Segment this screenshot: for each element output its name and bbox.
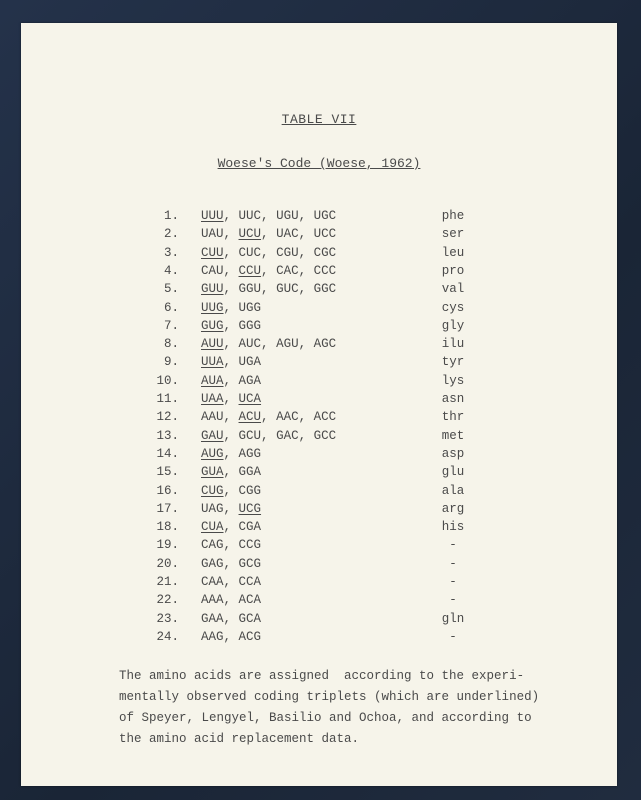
amino-acid: cys	[441, 300, 465, 315]
amino-acid: thr	[441, 410, 465, 425]
table-row	[21, 353, 617, 371]
codon: CGG	[238, 483, 262, 498]
codon: AAA	[201, 593, 224, 608]
amino-acid: -	[449, 538, 457, 553]
row-number: 14.	[156, 446, 179, 461]
amino-acid: his	[441, 520, 465, 535]
codon-underlined: ACU	[238, 410, 262, 425]
codon-list: AUG, AGG	[201, 446, 262, 461]
codon-underlined: UAA	[201, 392, 224, 406]
codon: CAG	[201, 538, 224, 553]
codon: AGU	[276, 337, 299, 352]
table-row	[21, 536, 617, 554]
row-number: 11.	[156, 392, 179, 406]
row-number: 1.	[163, 209, 179, 223]
codon-list: CAU, CCU, CAC, CCC	[201, 263, 337, 278]
amino-acid: gly	[441, 318, 465, 333]
table-row	[21, 317, 617, 335]
table-row	[21, 427, 617, 445]
table-row	[21, 262, 617, 280]
codon: GCC	[313, 428, 337, 443]
amino-acid: -	[449, 629, 457, 644]
codon: GGC	[313, 282, 337, 297]
row-number: 9.	[163, 355, 179, 370]
codon: GUC	[276, 282, 299, 297]
table-row	[21, 573, 617, 591]
codon: CAU	[201, 263, 224, 278]
row-number: 24.	[156, 629, 179, 644]
codon-list: UAU, UCU, UAC, UCC	[201, 227, 337, 242]
codon-list: UAA, UCA	[201, 392, 262, 406]
amino-acid: glu	[441, 465, 465, 480]
footnote-line: mentally observed coding triplets (which are underlined)	[119, 690, 540, 704]
row-number: 4.	[163, 263, 179, 278]
table-row	[21, 299, 617, 317]
codon: CCA	[238, 575, 262, 589]
codon-list: AUU, AUC, AGU, AGC	[201, 337, 337, 352]
codon: AAU	[201, 410, 224, 425]
amino-acid: ala	[441, 483, 465, 498]
footnote-line: of Speyer, Lengyel, Basilio and Ochoa, and according to	[119, 711, 532, 725]
codon: ACC	[313, 410, 337, 425]
codon: ACA	[238, 593, 262, 608]
codon-underlined: UCA	[238, 392, 262, 406]
codon: UAC	[276, 227, 299, 242]
codon-underlined: GUA	[201, 465, 224, 480]
codon-list: UUU, UUC, UGU, UGC	[201, 209, 337, 223]
codon-underlined: CUU	[201, 245, 224, 260]
amino-acid: -	[449, 593, 457, 608]
amino-acid: leu	[441, 245, 465, 260]
codon-list: GUA, GGA	[201, 465, 262, 480]
codon-underlined: GUU	[201, 282, 224, 297]
codon: CCC	[313, 263, 337, 278]
codon: UGC	[313, 209, 337, 223]
amino-acid: phe	[441, 209, 465, 223]
codon: GGG	[238, 318, 262, 333]
codon: CCG	[238, 538, 262, 553]
codon: GCU	[238, 428, 262, 443]
codon-underlined: UCU	[238, 227, 262, 242]
row-number: 23.	[156, 611, 179, 626]
codon-underlined: AUU	[201, 337, 224, 352]
footnote	[119, 666, 559, 750]
row-number: 15.	[156, 465, 179, 480]
table-row	[21, 408, 617, 426]
document-page	[21, 23, 617, 786]
codon: UCC	[313, 227, 337, 242]
row-number: 5.	[163, 282, 179, 297]
codon-underlined: AUG	[201, 446, 224, 461]
amino-acid: asp	[441, 446, 465, 461]
codon: CGC	[313, 245, 337, 260]
table-row	[21, 482, 617, 500]
amino-acid: arg	[441, 501, 465, 516]
codon-list: GAU, GCU, GAC, GCC	[201, 428, 337, 443]
codon-list: CAG, CCG	[201, 538, 262, 553]
amino-acid: lys	[441, 373, 465, 388]
codon-underlined: UUG	[201, 300, 224, 315]
row-number: 17.	[156, 501, 179, 516]
codon: GAG	[201, 556, 224, 571]
codon: UAU	[201, 227, 224, 242]
table-row	[21, 335, 617, 353]
table-row	[21, 555, 617, 573]
codon-underlined: UCG	[238, 501, 262, 516]
codon: AUC	[238, 337, 262, 352]
table-row	[21, 628, 617, 646]
amino-acid: pro	[441, 263, 465, 278]
codon: AGG	[238, 446, 262, 461]
codon: AAC	[276, 410, 299, 425]
table-subtitle: Woese's Code (Woese, 1962)	[217, 156, 421, 171]
table-row	[21, 463, 617, 481]
codon-list: CUG, CGG	[201, 483, 262, 498]
table-row	[21, 225, 617, 243]
table-row	[21, 207, 617, 225]
table-row	[21, 372, 617, 390]
codon-list: GAA, GCA	[201, 611, 262, 626]
row-number: 20.	[156, 556, 179, 571]
codon-underlined: AUA	[201, 373, 224, 388]
amino-acid: asn	[441, 392, 465, 406]
codon: GCA	[238, 611, 262, 626]
row-number: 7.	[163, 318, 179, 333]
codon-list: CUU, CUC, CGU, CGC	[201, 245, 337, 260]
codon: GAA	[201, 611, 224, 626]
amino-acid: gln	[441, 611, 465, 626]
codon-list: AUA, AGA	[201, 373, 262, 388]
codon-list: GUG, GGG	[201, 318, 262, 333]
codon-underlined: GUG	[201, 318, 224, 333]
codon: UAG	[201, 501, 224, 516]
codon: CAC	[276, 263, 299, 278]
table-row	[21, 591, 617, 609]
codon-underlined: UUA	[201, 355, 224, 370]
codon-list: UUG, UGG	[201, 300, 262, 315]
codon-list: AAU, ACU, AAC, ACC	[201, 410, 337, 425]
codon: UGA	[238, 355, 262, 370]
table-row	[21, 280, 617, 298]
row-number: 18.	[156, 520, 179, 535]
amino-acid: ser	[441, 227, 465, 242]
row-number: 16.	[156, 483, 179, 498]
codon-list: AAA, ACA	[201, 593, 262, 608]
footnote-line: The amino acids are assigned according to the experi-	[119, 669, 525, 683]
codon: CUC	[238, 245, 262, 260]
codon: AGA	[238, 373, 262, 388]
codon: UGG	[238, 300, 262, 315]
codon-underlined: UUU	[201, 209, 224, 223]
codon: GCG	[238, 556, 262, 571]
codon-list: CAA, CCA	[201, 575, 262, 589]
codon-list: UAG, UCG	[201, 501, 262, 516]
codon-list: UUA, UGA	[201, 355, 262, 370]
amino-acid: met	[441, 428, 465, 443]
table-row	[21, 500, 617, 518]
codon-list: AAG, ACG	[201, 629, 262, 644]
codon-list: GAG, GCG	[201, 556, 262, 571]
codon: GAC	[276, 428, 299, 443]
codon-list: GUU, GGU, GUC, GGC	[201, 282, 337, 297]
codon: CAA	[201, 575, 224, 589]
row-number: 13.	[156, 428, 179, 443]
amino-acid: -	[449, 556, 457, 571]
row-number: 22.	[156, 593, 179, 608]
codon: CGU	[276, 245, 299, 260]
footnote-line: the amino acid replacement data.	[119, 732, 360, 746]
table-row	[21, 445, 617, 463]
codon: CGA	[238, 520, 262, 535]
row-number: 12.	[156, 410, 179, 425]
amino-acid: ilu	[441, 337, 465, 352]
codon: AAG	[201, 629, 224, 644]
codon-list: CUA, CGA	[201, 520, 262, 535]
codon: AGC	[313, 337, 337, 352]
codon: ACG	[238, 629, 262, 644]
row-number: 3.	[163, 245, 179, 260]
row-number: 6.	[163, 300, 179, 315]
amino-acid: tyr	[441, 355, 465, 370]
table-row	[21, 610, 617, 628]
codon: GGA	[238, 465, 262, 480]
table-row	[21, 390, 617, 408]
table-title: TABLE VII	[281, 112, 357, 127]
row-number: 19.	[156, 538, 179, 553]
codon: GGU	[238, 282, 262, 297]
row-number: 2.	[163, 227, 179, 242]
table-row	[21, 518, 617, 536]
codon-underlined: CUA	[201, 520, 224, 535]
codon-underlined: CUG	[201, 483, 224, 498]
codon-underlined: GAU	[201, 428, 224, 443]
row-number: 8.	[163, 337, 179, 352]
codon-underlined: CCU	[238, 263, 262, 278]
row-number: 21.	[156, 575, 179, 589]
amino-acid: val	[441, 282, 465, 297]
table-row	[21, 244, 617, 262]
codon: UUC	[238, 209, 262, 223]
codon: UGU	[276, 209, 299, 223]
amino-acid: -	[449, 575, 457, 589]
row-number: 10.	[156, 373, 179, 388]
